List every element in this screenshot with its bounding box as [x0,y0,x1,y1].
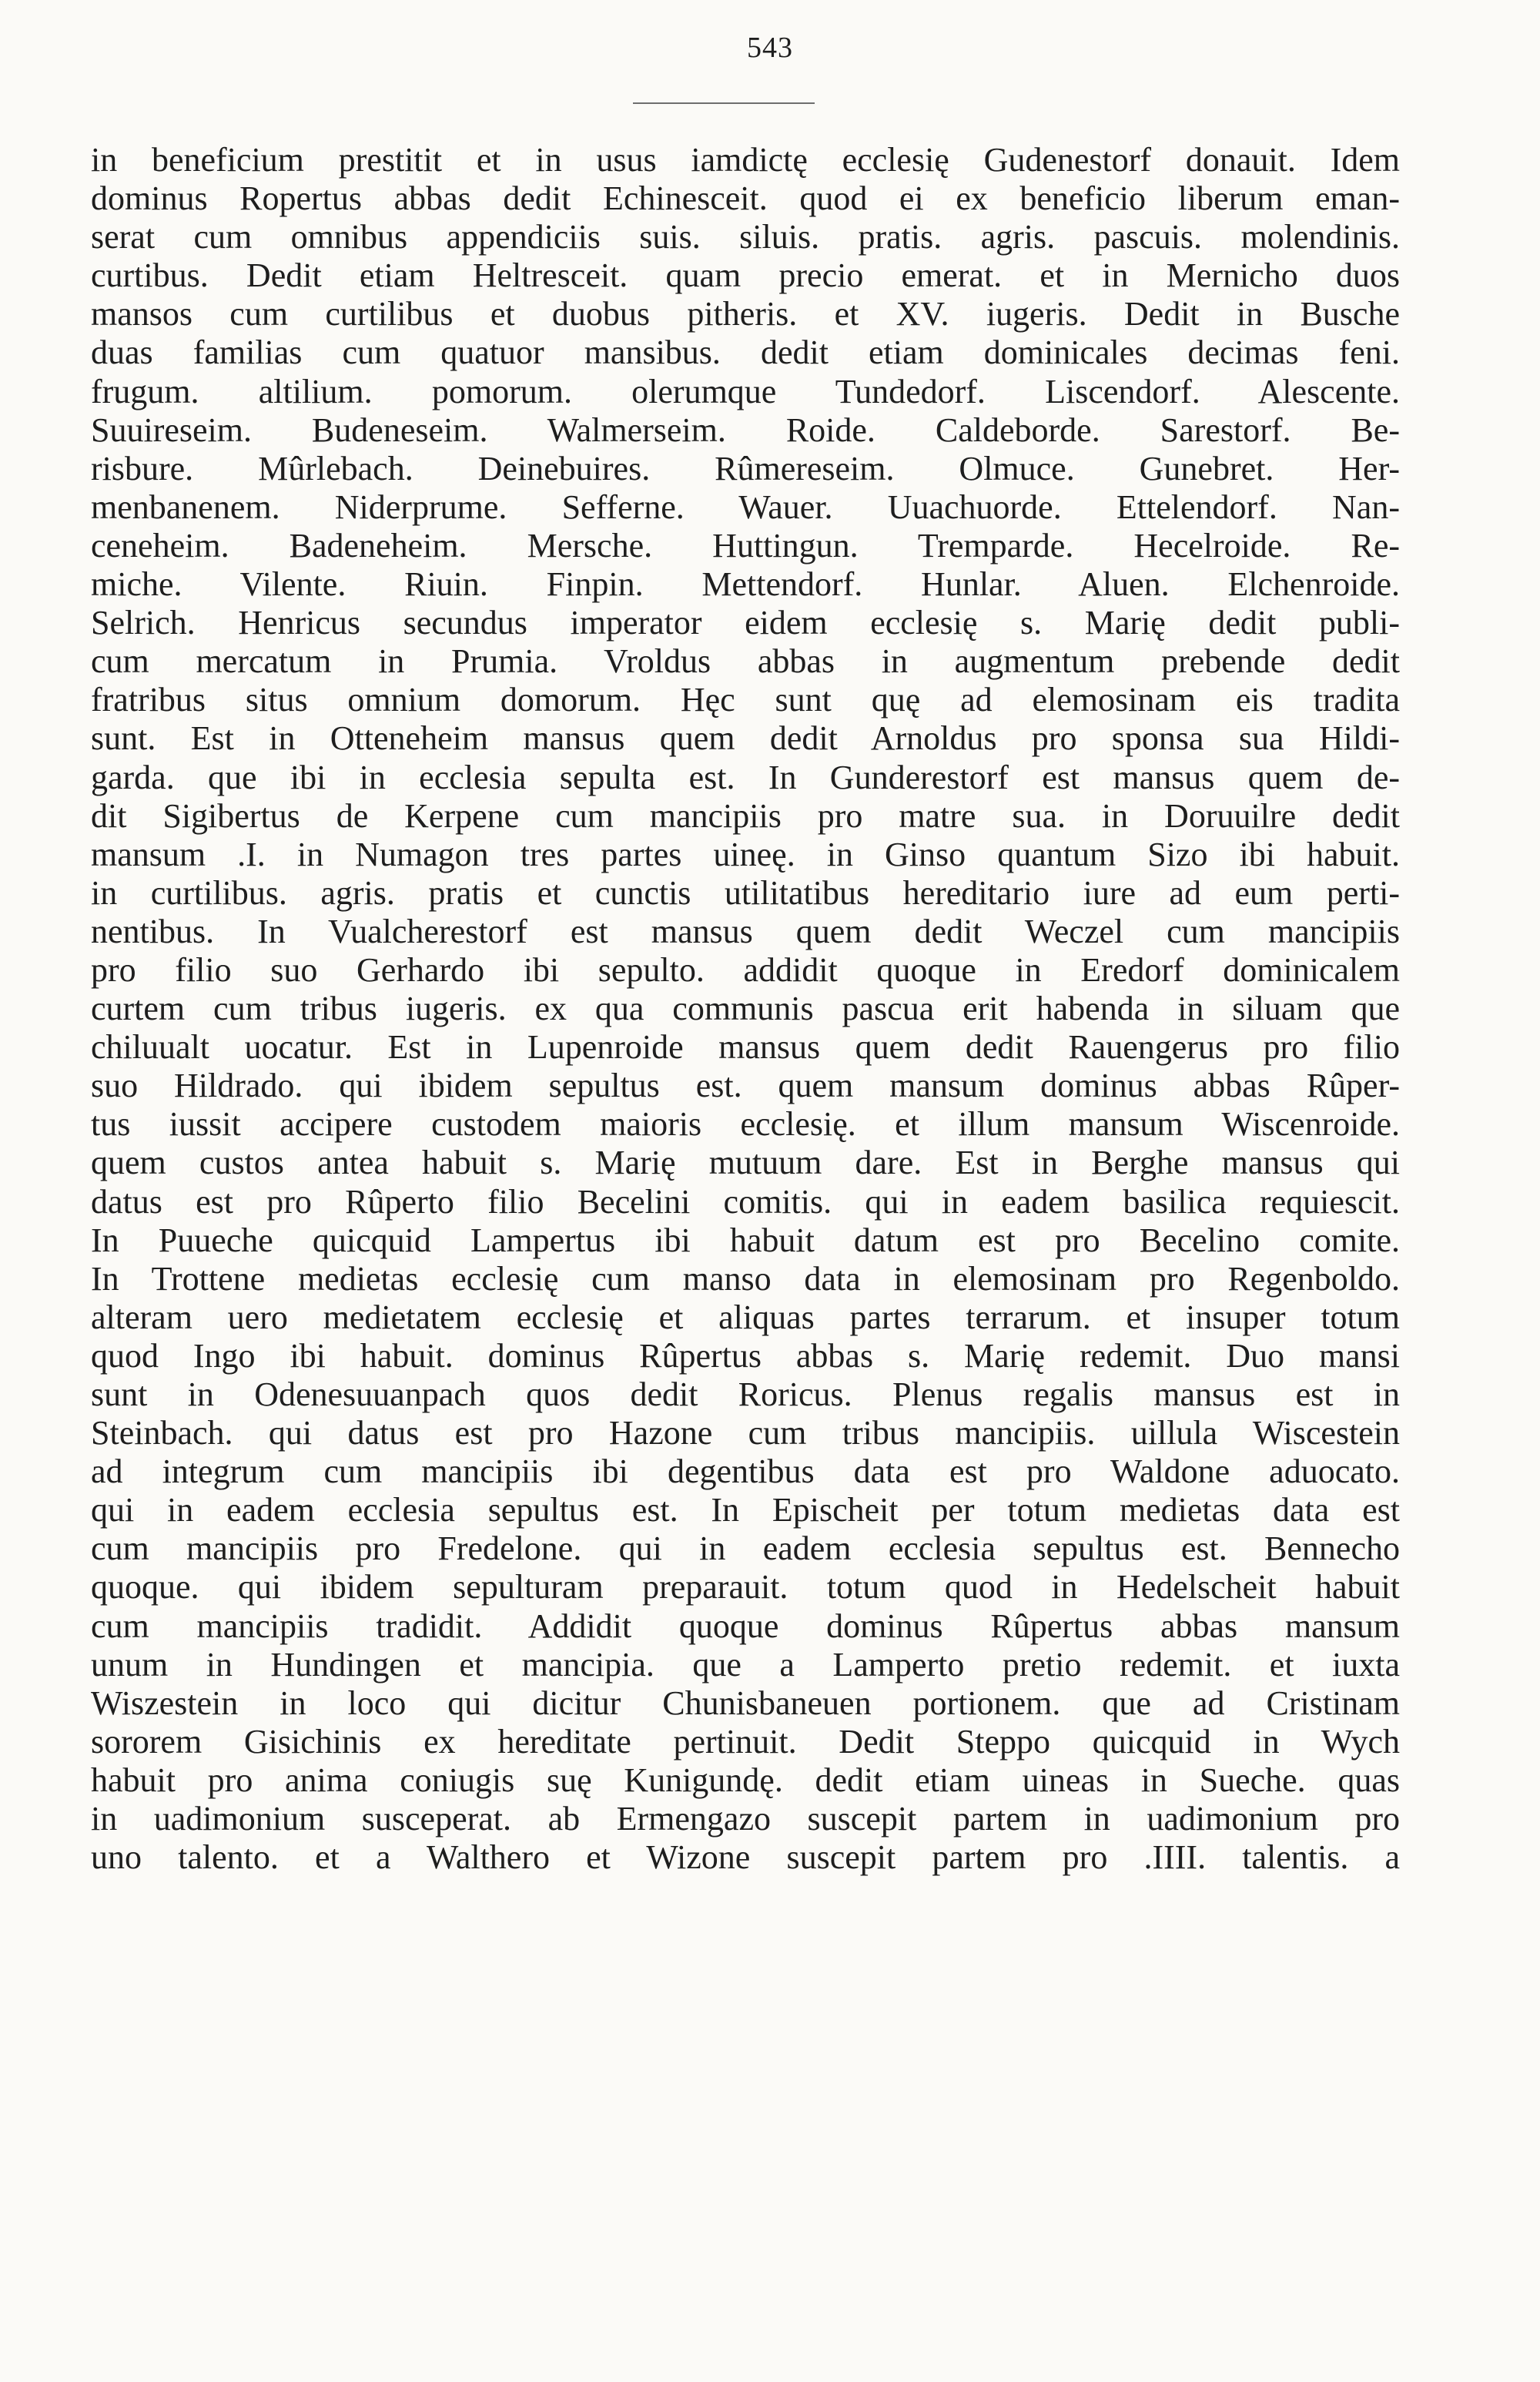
text-line: ad integrum cum mancipiis ibi degentibus data est pro Waldone aduocato. [91,1452,1400,1491]
page-number: 543 [747,32,793,64]
text-line: ceneheim. Badeneheim. Mersche. Huttingun. Tremparde. Hecelroide. Re- [91,526,1400,565]
text-line: uno talento. et a Walthero et Wizone suscepit partem pro .IIII. talentis. a [91,1838,1400,1877]
text-line: habuit pro anima coniugis suę Kunigundę. dedit etiam uineas in Sueche. quas [91,1761,1400,1799]
body-text [91,141,1400,1877]
text-line: alteram uero medietatem ecclesię et aliquas partes terrarum. et insuper totum [91,1298,1400,1336]
text-line: risbure. Mûrlebach. Deinebuires. Rûmereseim. Olmuce. Gunebret. Her- [91,449,1400,487]
text-line: fratribus situs omnium domorum. Hęc sunt quę ad elemosinam eis tradita [91,681,1400,719]
text-line: sororem Gisichinis ex hereditate pertinuit. Dedit Steppo quicquid in Wych [91,1722,1400,1761]
text-line: tus iussit accipere custodem maioris ecclesię. et illum mansum Wiscenroide. [91,1105,1400,1144]
text-line: cum mercatum in Prumia. Vroldus abbas in augmentum prebende dedit [91,642,1400,681]
header-rule [633,102,815,104]
text-line: curtem cum tribus iugeris. ex qua communis pascua erit habenda in siluam que [91,990,1400,1028]
text-line: frugum. altilium. pomorum. olerumque Tundedorf. Liscendorf. Alescente. [91,372,1400,410]
text-line: Suuireseim. Budeneseim. Walmerseim. Roide. Caldeborde. Sarestorf. Be- [91,410,1400,449]
text-line: Steinbach. qui datus est pro Hazone cum tribus mancipiis. uillula Wiscestein [91,1414,1400,1452]
text-line: Wiszestein in loco qui dicitur Chunisbaneuen portionem. que ad Cristinam [91,1683,1400,1722]
text-line: duas familias cum quatuor mansibus. dedit etiam dominicales decimas feni. [91,333,1400,372]
text-line: mansum .I. in Numagon tres partes uineę. in Ginso quantum Sizo ibi habuit. [91,835,1400,873]
text-line: curtibus. Dedit etiam Heltresceit. quam precio emerat. et in Mernicho duos [91,256,1400,295]
text-line: chiluualt uocatur. Est in Lupenroide mansus quem dedit Rauengerus pro filio [91,1028,1400,1067]
text-line: unum in Hundingen et mancipia. que a Lamperto pretio redemit. et iuxta [91,1645,1400,1683]
text-line: sunt in Odenesuuanpach quos dedit Roricus. Plenus regalis mansus est in [91,1375,1400,1413]
text-line: in uadimonium susceperat. ab Ermengazo suscepit partem in uadimonium pro [91,1800,1400,1838]
text-line: quoque. qui ibidem sepulturam preparauit. totum quod in Hedelscheit habuit [91,1568,1400,1606]
text-line: pro filio suo Gerhardo ibi sepulto. addidit quoque in Eredorf dominicalem [91,950,1400,989]
text-line: nentibus. In Vualcherestorf est mansus quem dedit Weczel cum mancipiis [91,912,1400,950]
text-line: cum mancipiis pro Fredelone. qui in eadem ecclesia sepultus est. Bennecho [91,1529,1400,1568]
text-line: datus est pro Rûperto filio Becelini comitis. qui in eadem basilica requiescit. [91,1182,1400,1221]
text-line: in curtilibus. agris. pratis et cunctis utilitatibus hereditario iure ad eum perti- [91,873,1400,912]
text-line: suo Hildrado. qui ibidem sepultus est. quem mansum dominus abbas Rûper- [91,1067,1400,1105]
text-line: dit Sigibertus de Kerpene cum mancipiis pro matre sua. in Doruuilre dedit [91,796,1400,835]
text-line: mansos cum curtilibus et duobus pitheris. et XV. iugeris. Dedit in Busche [91,295,1400,333]
text-line: qui in eadem ecclesia sepultus est. In Epischeit per totum medietas data est [91,1491,1400,1529]
text-line: In Trottene medietas ecclesię cum manso data in elemosinam pro Regenboldo. [91,1259,1400,1298]
text-line: quem custos antea habuit s. Marię mutuum dare. Est in Berghe mansus qui [91,1144,1400,1182]
text-line: sunt. Est in Otteneheim mansus quem dedit Arnoldus pro sponsa sua Hildi- [91,719,1400,758]
text-line: in beneficium prestitit et in usus iamdictę ecclesię Gudenestorf donauit. Idem [91,141,1400,179]
text-line: quod Ingo ibi habuit. dominus Rûpertus abbas s. Marię redemit. Duo mansi [91,1336,1400,1375]
text-line: Selrich. Henricus secundus imperator eidem ecclesię s. Marię dedit publi- [91,604,1400,642]
text-line: serat cum omnibus appendiciis suis. siluis. pratis. agris. pascuis. molendinis. [91,218,1400,256]
text-line: In Puueche quicquid Lampertus ibi habuit datum est pro Becelino comite. [91,1221,1400,1259]
text-line: garda. que ibi in ecclesia sepulta est. In Gunderestorf est mansus quem de- [91,758,1400,796]
text-line: cum mancipiis tradidit. Addidit quoque dominus Rûpertus abbas mansum [91,1606,1400,1645]
text-line: menbanenem. Niderprume. Sefferne. Wauer. Uuachuorde. Ettelendorf. Nan- [91,487,1400,526]
text-line: dominus Ropertus abbas dedit Echinesceit. quod ei ex beneficio liberum eman- [91,179,1400,218]
text-line: miche. Vilente. Riuin. Finpin. Mettendorf. Hunlar. Aluen. Elchenroide. [91,565,1400,604]
